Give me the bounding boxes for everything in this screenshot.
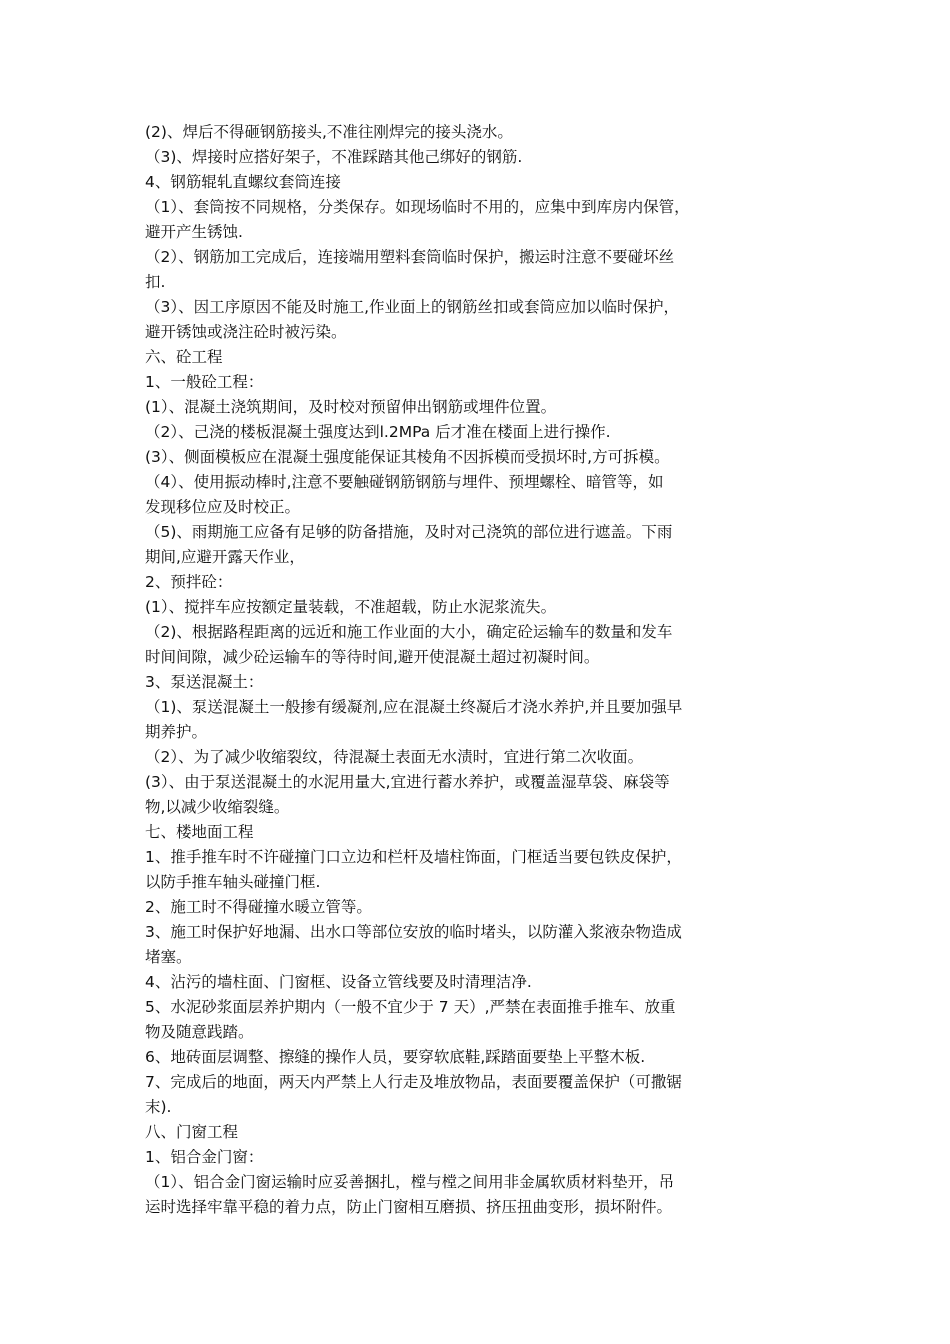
text-line: 期养护。	[145, 723, 208, 741]
text-line: 3、施工时保护好地漏、出水口等部位安放的临时堵头，以防灌入浆液杂物造成	[145, 923, 682, 941]
text-line: （4）、使用振动棒时,注意不要触碰钢筋钢筋与埋件、预埋螺栓、暗管等，如	[145, 473, 664, 491]
text-line: （2）、钢筋加工完成后，连接端用塑料套筒临时保护，搬运时注意不要碰坏丝	[145, 248, 675, 266]
text-line: （3)、焊接时应搭好架子，不准踩踏其他己绑好的钢筋.	[145, 148, 523, 166]
text-line: （1)、泵送混凝土一般掺有缓凝剂,应在混凝土终凝后才浇水养护,并且要加强早	[145, 698, 683, 716]
text-line: (2)、焊后不得砸钢筋接头,不准往刚焊完的接头浇水。	[145, 123, 513, 141]
section-heading: 七、楼地面工程	[145, 823, 254, 841]
text-line: 1、推手推车时不许碰撞门口立边和栏杆及墙柱饰面，门框适当要包铁皮保护，	[145, 848, 682, 866]
text-line: 2、施工时不得碰撞水暖立管等。	[145, 898, 372, 916]
text-line: （2）、己浇的楼板混凝土强度达到l.2MPa 后才准在楼面上进行操作.	[145, 423, 611, 441]
text-line: （3）、因工序原因不能及时施工,作业面上的钢筋丝扣或套筒应加以临时保护，	[145, 298, 680, 316]
text-line: （1）、铝合金门窗运输时应妥善捆扎，樘与樘之间用非金属软质材料垫开，吊	[145, 1173, 675, 1191]
text-line: 期间,应避开露天作业，	[145, 548, 305, 566]
text-line: (1）、搅拌车应按额定量装载，不准超载，防止水泥浆流失。	[145, 598, 557, 616]
text-line: 避开产生锈蚀.	[145, 223, 243, 241]
text-line: 时间间隙，减少砼运输车的等待时间,避开使混凝土超过初凝时间。	[145, 648, 600, 666]
subsection-heading: 4、钢筋辊轧直螺纹套筒连接	[145, 173, 341, 191]
text-line: 避开锈蚀或浇注砼时被污染。	[145, 323, 347, 341]
subsection-heading: 3、泵送混凝土：	[145, 673, 264, 691]
text-line: 末).	[145, 1098, 172, 1116]
text-line: 扣.	[145, 273, 166, 291]
text-line: 以防手推车轴头碰撞门框.	[145, 873, 321, 891]
text-line: 4、沾污的墙柱面、门窗框、设备立管线要及时清理洁净.	[145, 973, 532, 991]
subsection-heading: 1、铝合金门窗：	[145, 1148, 264, 1166]
text-line: （2)、根据路程距离的远近和施工作业面的大小，确定砼运输车的数量和发车	[145, 623, 673, 641]
subsection-heading: 1、一般砼工程：	[145, 373, 264, 391]
text-line: (3）、由于泵送混凝土的水泥用量大,宜进行蓄水养护，或覆盖湿草袋、麻袋等	[145, 773, 670, 791]
text-line: 7、完成后的地面，两天内严禁上人行走及堆放物品，表面要覆盖保护（可撒锯	[145, 1073, 682, 1091]
text-line: （5)、雨期施工应备有足够的防备措施，及时对己浇筑的部位进行遮盖。下雨	[145, 523, 673, 541]
text-line: 发现移位应及时校正。	[145, 498, 301, 516]
text-line: 物,以减少收缩裂缝。	[145, 798, 290, 816]
text-line: 5、水泥砂浆面层养护期内（一般不宜少于 7 天）,严禁在表面推手推车、放重	[145, 998, 676, 1016]
text-line: 物及随意践踏。	[145, 1023, 254, 1041]
text-line: 6、地砖面层调整、擦缝的操作人员，要穿软底鞋,踩踏面要垫上平整木板.	[145, 1048, 646, 1066]
text-line: （1）、套筒按不同规格，分类保存。如现场临时不用的，应集中到库房内保管，	[145, 198, 690, 216]
document-page	[145, 120, 815, 1220]
section-heading: 八、门窗工程	[145, 1123, 239, 1141]
text-line: (3）、侧面模板应在混凝土强度能保证其棱角不因拆模而受损坏时,方可拆模。	[145, 448, 670, 466]
section-heading: 六、砼工程	[145, 348, 223, 366]
text-line: 堵塞。	[145, 948, 192, 966]
text-line: （2）、为了减少收缩裂纹，待混凝土表面无水渍时，宜进行第二次收面。	[145, 748, 644, 766]
text-line: 运时选择牢靠平稳的着力点，防止门窗相互磨损、挤压扭曲变形，损坏附件。	[145, 1198, 673, 1216]
subsection-heading: 2、预拌砼：	[145, 573, 233, 591]
text-line: (1）、混凝土浇筑期间，及时校对预留伸出钢筋或埋件位置。	[145, 398, 557, 416]
